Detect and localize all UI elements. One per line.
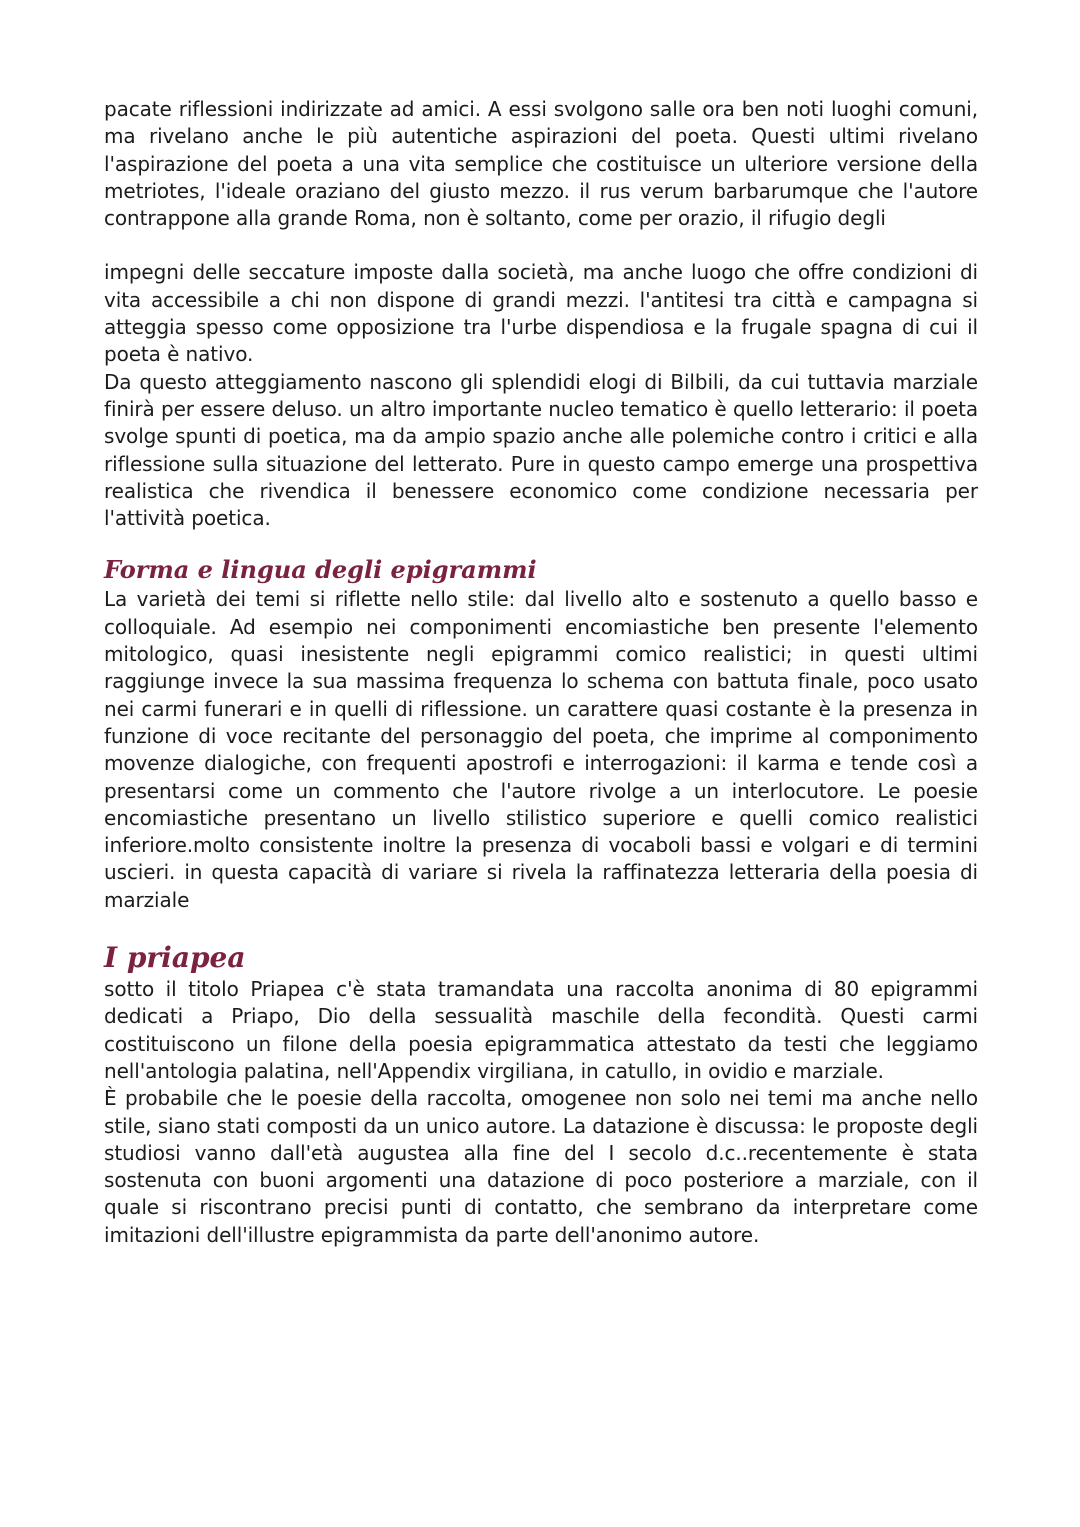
section-heading-priapea: I priapea [104,941,246,975]
forma-paragraph: La varietà dei temi si riflette nello stile: dal livello alto e sostenuto a quello basso e colloquiale. Ad esempio nei componimenti encomiastiche ben presente l'elemento mitologico, quasi inesistente negli epigrammi comico realistici; in questi ultimi raggiunge invece la sua massima frequenza lo schema con battuta finale, poco usato nei carmi funerari e in quelli di riflessione. un carattere quasi costante è la presenza in funzione di voce recitante del personaggio del poeta, che imprime al componimento movenze dialogiche, con frequenti apostrofi e interrogazioni: il karma e tende così a presentarsi come un commento che l'autore rivolge a un interlocutore. Le poesie encomiastiche presentano un livello stilistico superiore e quelli comico realistici inferiore.molto consistente inoltre la presenza di vocaboli bassi e volgari e di termini uscieri. in questa capacità di variare si rivela la raffinatezza letteraria della poesia di marziale [104,587,978,912]
intro-paragraph-1: pacate riflessioni indirizzate ad amici. A essi svolgono salle ora ben noti luoghi comuni, ma rivelano anche le più autentiche aspirazioni del poeta. Questi ultimi rivelano l'aspirazione del poeta a una vita semplice che costituisce un ulteriore versione della metriotes, l'ideale oraziano del giusto mezzo. il rus verum barbarumque che l'autore contrappone alla grande Roma, non è soltanto, come per orazio, il rifugio degli [104,97,978,231]
priapea-paragraph-2: È probabile che le poesie della raccolta, omogenee non solo nei temi ma anche nello stile, siano stati composti da un unico autore. La datazione è discussa: le proposte degli studiosi vanno dall'età augustea alla fine del I secolo d.c..recentemente è stata sostenuta con buoni argomenti una datazione di poco posteriore a marziale, con il quale si riscontrano precisi punti di contatto, che sembrano da interpretare come imitazioni dell'illustre epigrammista da parte dell'anonimo autore. [104,1086,978,1247]
section-heading-forma: Forma e lingua degli epigrammi [104,555,537,585]
intro-paragraph-3: Da questo atteggiamento nascono gli splendidi elogi di Bilbili, da cui tuttavia marziale finirà per essere deluso. un altro importante nucleo tematico è quello letterario: il poeta svolge spunti di poetica, ma da ampio spazio anche alle polemiche contro i critici e alla riflessione sulla situazione del letterato. Pure in questo campo emerge una prospettiva realistica che rivendica il benessere economico come condizione necessaria per l'attività poetica. [104,369,978,531]
priapea-paragraph-1: sotto il titolo Priapea c'è stata tramandata una raccolta anonima di 80 epigrammi dedicati a Priapo, Dio della sessualità maschile della fecondità. Questi carmi costituiscono un filone della poesia epigrammatica attestato da testi che leggiamo nell'antologia palatina, nell'Appendix virgiliana, in catullo, in ovidio e marziale. [104,977,978,1083]
intro-paragraph-2: impegni delle seccature imposte dalla società, ma anche luogo che offre condizioni di vita accessibile a chi non dispone di grandi mezzi. l'antitesi tra città e campagna si atteggia spesso come opposizione tra l'urbe dispendiosa e la frugale spagna di cui il poeta è nativo. [104,260,978,367]
document-page [104,96,978,1249]
